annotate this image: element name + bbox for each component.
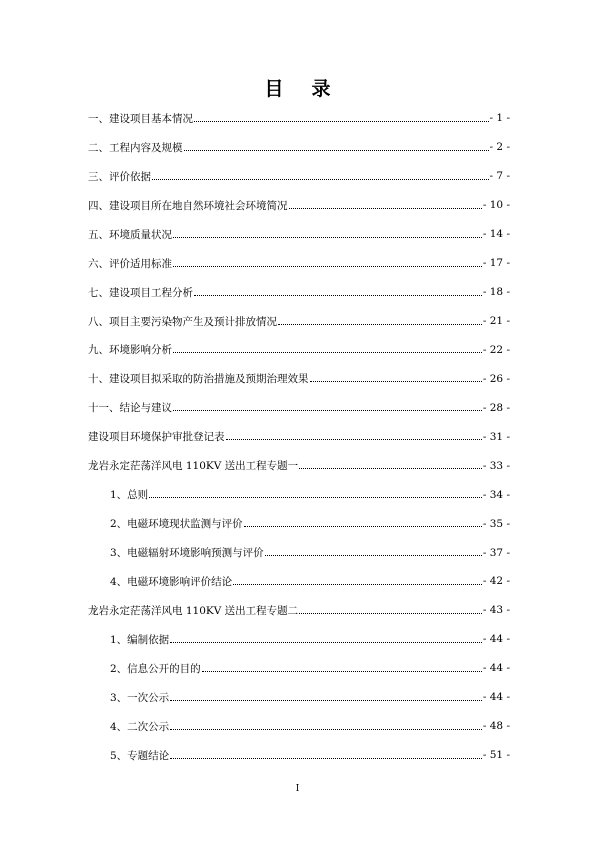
toc-entry[interactable]	[88, 220, 510, 249]
toc-entry-page: - 51 -	[482, 749, 510, 762]
toc-entry[interactable]	[88, 393, 510, 422]
toc-entry-title: 5、专题结论	[110, 749, 170, 762]
page-title-left: 目	[264, 78, 284, 100]
toc-entry-page: - 44 -	[482, 662, 510, 675]
toc-leader-dots	[233, 584, 482, 585]
toc-entry[interactable]	[88, 104, 510, 133]
toc-entry[interactable]	[88, 451, 510, 480]
toc-entry-title: 二、工程内容及规模	[88, 141, 183, 154]
toc-entry[interactable]	[88, 625, 510, 654]
page-title-right: 录	[311, 78, 331, 100]
toc-leader-dots	[173, 352, 482, 353]
toc-entry-title: 4、二次公示	[110, 720, 170, 733]
toc-entry-page: - 7 -	[489, 170, 510, 183]
toc-entry-page: - 1 -	[489, 112, 510, 125]
toc-entry-page: - 35 -	[482, 517, 510, 530]
toc-entry[interactable]	[88, 278, 510, 307]
toc-entry-title: 八、项目主要污染物产生及预计排放情况	[88, 315, 277, 328]
toc-entry-title: 建设项目环境保护审批登记表	[88, 431, 225, 444]
toc-entry-title: 五、环境质量状况	[88, 228, 172, 241]
toc-leader-dots	[170, 729, 482, 730]
toc-entry-title: 龙岩永定茫荡洋风电 110KV 送出工程专题二	[88, 604, 299, 617]
toc-entry[interactable]	[88, 336, 510, 365]
toc-entry-page: - 34 -	[482, 488, 510, 501]
toc-leader-dots	[226, 439, 482, 440]
toc-entry-title: 六、评价适用标准	[88, 257, 172, 270]
toc-entry-title: 3、电磁辐射环境影响预测与评价	[110, 547, 264, 560]
toc-leader-dots	[299, 613, 482, 614]
toc-entry-page: - 28 -	[482, 401, 510, 414]
page-title	[0, 74, 595, 101]
toc-leader-dots	[152, 179, 489, 180]
toc-entry-title: 十、建设项目拟采取的防治措施及预期治理效果	[88, 373, 309, 386]
toc-entry[interactable]	[88, 249, 510, 278]
toc-entry[interactable]	[88, 596, 510, 625]
toc-entry-title: 2、信息公开的目的	[110, 662, 201, 675]
toc-entry[interactable]	[88, 567, 510, 596]
toc-entry-page: - 18 -	[482, 286, 510, 299]
toc-entry-page: - 22 -	[482, 343, 510, 356]
toc-entry[interactable]	[88, 509, 510, 538]
toc-entry-title: 龙岩永定茫荡洋风电 110KV 送出工程专题一	[88, 460, 299, 473]
toc-entry[interactable]	[88, 307, 510, 336]
toc-entry-page: - 31 -	[482, 430, 510, 443]
toc-entry-title: 九、环境影响分析	[88, 344, 172, 357]
toc-leader-dots	[173, 266, 482, 267]
toc-entry-title: 三、评价依据	[88, 170, 151, 183]
toc-entry-page: - 37 -	[482, 546, 510, 559]
toc-entry[interactable]	[88, 538, 510, 567]
toc-entry-title: 1、总则	[110, 489, 149, 502]
toc-entry-title: 2、电磁环境现状监测与评价	[110, 518, 243, 531]
toc-entry-page: - 33 -	[482, 459, 510, 472]
toc-leader-dots	[289, 208, 482, 209]
toc-leader-dots	[202, 671, 482, 672]
toc-entry[interactable]	[88, 364, 510, 393]
toc-entry-page: - 48 -	[482, 720, 510, 733]
toc-entry-title: 3、一次公示	[110, 691, 170, 704]
toc-entry-page: - 26 -	[482, 372, 510, 385]
toc-leader-dots	[149, 497, 482, 498]
toc-leader-dots	[184, 150, 489, 151]
toc-entry[interactable]	[88, 741, 510, 770]
toc-entry[interactable]	[88, 712, 510, 741]
toc-leader-dots	[278, 324, 482, 325]
toc-entry-title: 一、建设项目基本情况	[88, 112, 193, 125]
toc-leader-dots	[194, 121, 489, 122]
toc-entry-page: - 44 -	[482, 633, 510, 646]
toc-leader-dots	[310, 381, 482, 382]
toc-leader-dots	[299, 468, 482, 469]
toc-leader-dots	[194, 295, 482, 296]
toc-leader-dots	[173, 410, 482, 411]
toc-leader-dots	[173, 237, 482, 238]
toc-entry[interactable]	[88, 480, 510, 509]
toc-leader-dots	[170, 758, 482, 759]
toc-entry-page: - 14 -	[482, 228, 510, 241]
toc-entry-page: - 43 -	[482, 604, 510, 617]
toc-leader-dots	[170, 700, 482, 701]
toc-leader-dots	[265, 555, 482, 556]
toc-entry-page: - 21 -	[482, 315, 510, 328]
toc-entry-title: 四、建设项目所在地自然环境社会环境简况	[88, 199, 288, 212]
toc-entry-title: 七、建设项目工程分析	[88, 286, 193, 299]
toc-leader-dots	[170, 642, 482, 643]
toc-entry[interactable]	[88, 133, 510, 162]
toc-entry-page: - 42 -	[482, 575, 510, 588]
toc-entry[interactable]	[88, 683, 510, 712]
toc-leader-dots	[244, 526, 482, 527]
toc-entry[interactable]	[88, 162, 510, 191]
toc-entry[interactable]	[88, 654, 510, 683]
toc-entry-title: 十一、结论与建议	[88, 402, 172, 415]
toc-entry-page: - 44 -	[482, 691, 510, 704]
page-number: I	[295, 784, 300, 794]
toc-entry-page: - 10 -	[482, 199, 510, 212]
toc-entry-page: - 2 -	[489, 141, 510, 154]
toc-entry-title: 4、电磁环境影响评价结论	[110, 575, 233, 588]
table-of-contents	[88, 104, 510, 770]
toc-entry[interactable]	[88, 422, 510, 451]
toc-entry-page: - 17 -	[482, 257, 510, 270]
toc-entry-title: 1、编制依据	[110, 633, 170, 646]
toc-entry[interactable]	[88, 191, 510, 220]
